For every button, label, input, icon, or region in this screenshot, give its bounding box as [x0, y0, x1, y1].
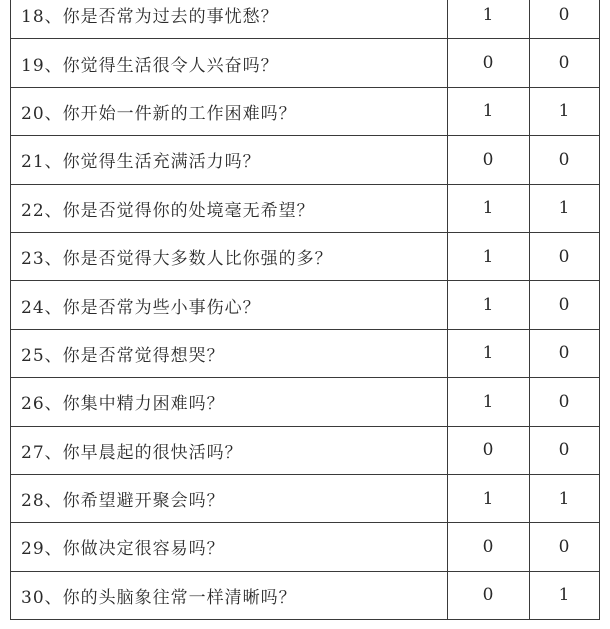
survey-table	[10, 0, 600, 620]
table-row	[11, 329, 600, 377]
score-cell-1: 1	[448, 474, 530, 522]
question-cell: 26、你集中精力困难吗？	[11, 378, 448, 426]
score-cell-2: 1	[530, 87, 600, 135]
score-cell-1: 1	[448, 329, 530, 377]
question-cell: 27、你早晨起的很快活吗？	[11, 426, 448, 474]
score-cell-1: 1	[448, 0, 530, 39]
question-cell: 29、你做决定很容易吗？	[11, 523, 448, 571]
score-cell-1: 0	[448, 523, 530, 571]
question-cell: 20、你开始一件新的工作困难吗？	[11, 87, 448, 135]
table-row	[11, 39, 600, 87]
score-cell-2: 0	[530, 136, 600, 184]
score-cell-2: 0	[530, 426, 600, 474]
score-cell-2: 0	[530, 329, 600, 377]
score-cell-1: 1	[448, 87, 530, 135]
table-row	[11, 87, 600, 135]
question-cell: 24、你是否常为些小事伤心？	[11, 281, 448, 329]
question-cell: 19、你觉得生活很令人兴奋吗？	[11, 39, 448, 87]
score-cell-2: 1	[530, 571, 600, 619]
score-cell-1: 1	[448, 378, 530, 426]
question-cell: 25、你是否常觉得想哭？	[11, 329, 448, 377]
survey-sheet	[10, 0, 600, 620]
question-cell: 28、你希望避开聚会吗？	[11, 474, 448, 522]
table-row	[11, 523, 600, 571]
score-cell-2: 0	[530, 281, 600, 329]
table-row	[11, 281, 600, 329]
table-row	[11, 378, 600, 426]
question-cell: 22、你是否觉得你的处境毫无希望？	[11, 184, 448, 232]
table-row	[11, 474, 600, 522]
score-cell-1: 0	[448, 426, 530, 474]
score-cell-2: 0	[530, 39, 600, 87]
score-cell-2: 1	[530, 184, 600, 232]
table-row	[11, 184, 600, 232]
survey-table-body	[11, 0, 600, 620]
score-cell-1: 0	[448, 136, 530, 184]
score-cell-1: 0	[448, 571, 530, 619]
score-cell-1: 1	[448, 232, 530, 280]
score-cell-1: 1	[448, 281, 530, 329]
score-cell-2: 0	[530, 232, 600, 280]
score-cell-2: 0	[530, 378, 600, 426]
table-row	[11, 232, 600, 280]
score-cell-1: 1	[448, 184, 530, 232]
table-row	[11, 136, 600, 184]
score-cell-2: 1	[530, 474, 600, 522]
table-row	[11, 571, 600, 619]
score-cell-1: 0	[448, 39, 530, 87]
score-cell-2: 0	[530, 523, 600, 571]
table-row	[11, 426, 600, 474]
table-row	[11, 0, 600, 39]
question-cell: 18、你是否常为过去的事忧愁？	[11, 0, 448, 39]
question-cell: 23、你是否觉得大多数人比你强的多？	[11, 232, 448, 280]
score-cell-2: 0	[530, 0, 600, 39]
question-cell: 30、你的头脑象往常一样清晰吗？	[11, 571, 448, 619]
question-cell: 21、你觉得生活充满活力吗？	[11, 136, 448, 184]
